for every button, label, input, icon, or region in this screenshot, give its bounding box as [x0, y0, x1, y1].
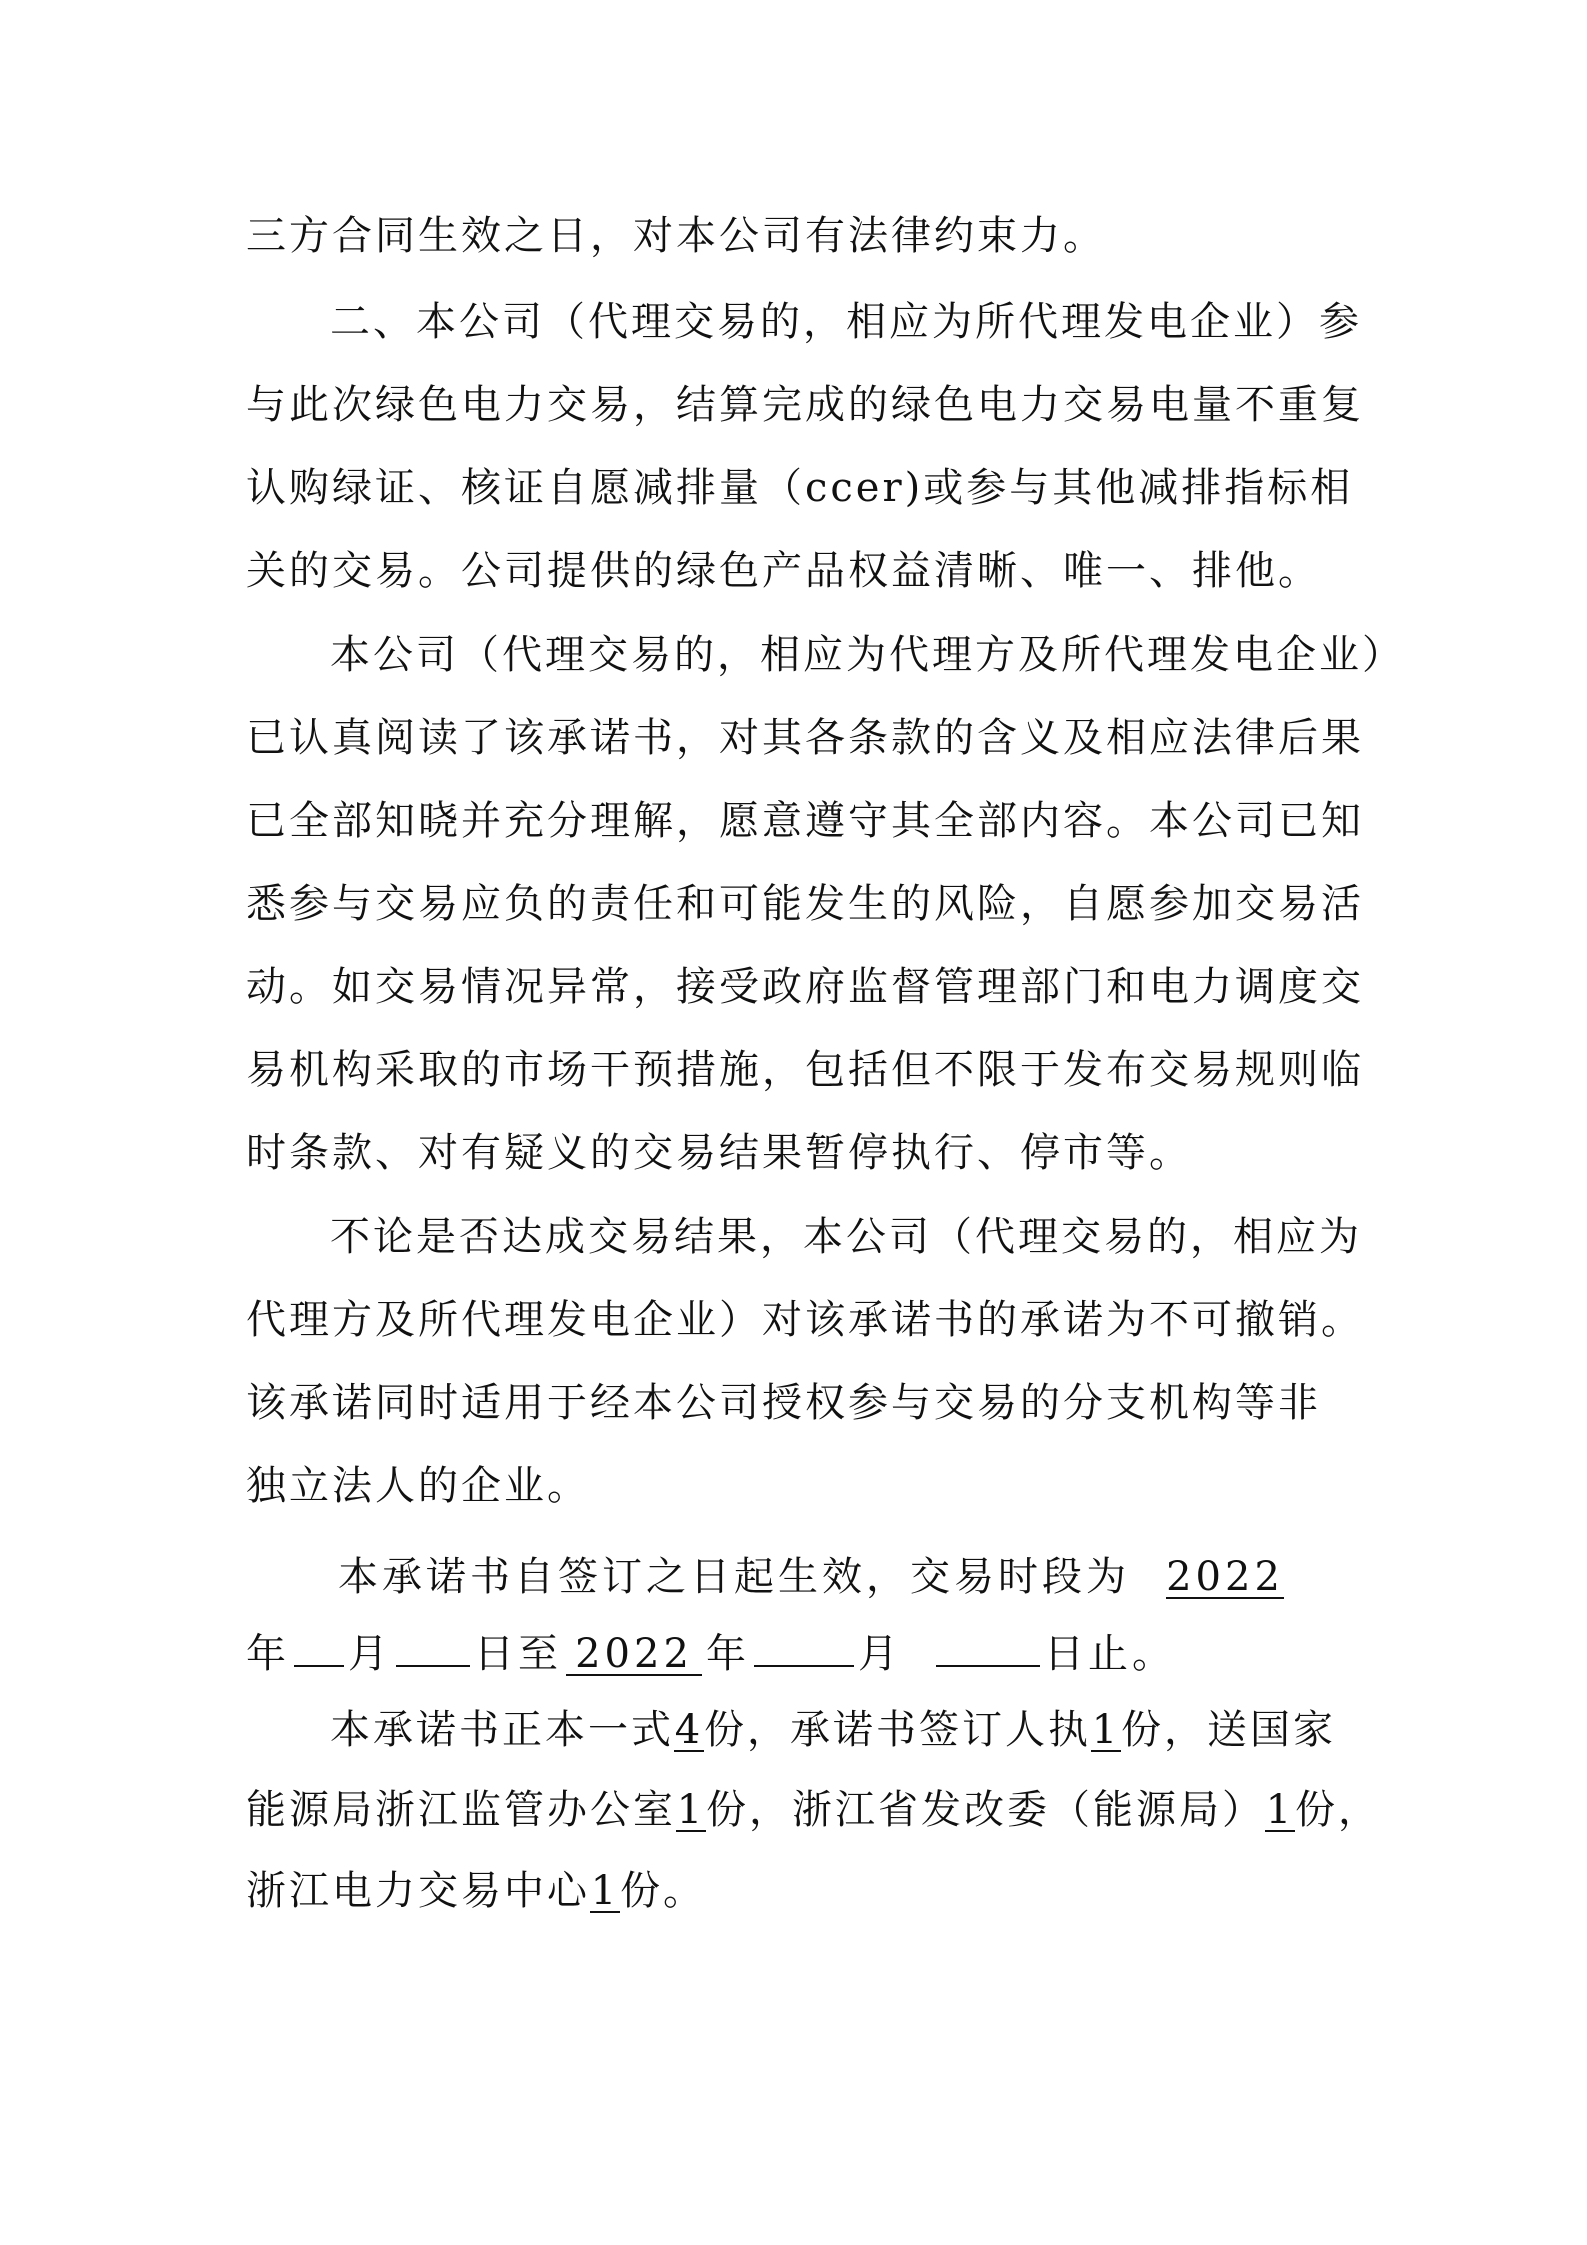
- copies-text: 浙江电力交易中心: [246, 1868, 590, 1914]
- copies-signer: 1: [1091, 1707, 1121, 1753]
- month-label: 月: [348, 1631, 392, 1677]
- day-blank-2: [936, 1625, 1040, 1667]
- copies-total: 4: [674, 1707, 704, 1753]
- text-line: 三方合同生效之日，对本公司有法律约束力。: [246, 213, 1106, 259]
- copies-text: 份。: [620, 1868, 706, 1914]
- period-line-2: [246, 1624, 1350, 1684]
- copies-ndrc: 1: [1265, 1787, 1295, 1833]
- copies-text: 本承诺书正本一式: [330, 1707, 674, 1753]
- period-line: [338, 1547, 1350, 1607]
- text-line: 已认真阅读了该承诺书，对其各条款的含义及相应法律后果: [246, 715, 1364, 761]
- copies-text: 份，送国家: [1121, 1707, 1336, 1753]
- text-line: 独立法人的企业。: [246, 1463, 590, 1509]
- period-text: 本承诺书自签订之日起生效，交易时段为: [338, 1554, 1130, 1600]
- day-to-label: 日至: [474, 1631, 562, 1677]
- copies-text: 能源局浙江监管办公室: [246, 1787, 676, 1833]
- text-line: 不论是否达成交易结果，本公司（代理交易的，相应为: [330, 1214, 1362, 1260]
- text-line: 与此次绿色电力交易，结算完成的绿色电力交易电量不重复: [246, 382, 1364, 428]
- copies-line: [330, 1700, 1350, 1760]
- text-line: 时条款、对有疑义的交易结果暂停执行、停市等。: [246, 1130, 1192, 1176]
- end-label: 日止。: [1044, 1631, 1176, 1677]
- copies-text: 份，: [1295, 1787, 1381, 1833]
- copies-text: 份，承诺书签订人执: [704, 1707, 1091, 1753]
- copies-text: 份，浙江省发改委（能源局）: [706, 1787, 1265, 1833]
- text-line: 二、本公司（代理交易的，相应为所代理发电企业）参: [330, 299, 1362, 345]
- copies-line-2: [246, 1780, 1381, 1840]
- text-line: 代理方及所代理发电企业）对该承诺书的承诺为不可撤销。: [246, 1297, 1364, 1343]
- year-label-2: 年: [706, 1631, 750, 1677]
- text-line: 关的交易。公司提供的绿色产品权益清晰、唯一、排他。: [246, 548, 1321, 594]
- text-line: 动。如交易情况异常，接受政府监督管理部门和电力调度交: [246, 964, 1364, 1010]
- text-line: 易机构采取的市场干预措施，包括但不限于发布交易规则临: [246, 1047, 1364, 1093]
- copies-line-3: [246, 1861, 1350, 1921]
- start-year: 2022: [1166, 1554, 1284, 1600]
- month-blank-2: [754, 1625, 854, 1667]
- copies-center: 1: [590, 1868, 620, 1914]
- text-line: 该承诺同时适用于经本公司授权参与交易的分支机构等非: [246, 1380, 1321, 1426]
- text-line: 认购绿证、核证自愿减排量（ccer)或参与其他减排指标相: [246, 465, 1354, 511]
- day-blank: [396, 1625, 470, 1667]
- month-blank: [294, 1625, 344, 1667]
- text-line: 悉参与交易应负的责任和可能发生的风险，自愿参加交易活: [246, 881, 1364, 927]
- year-label: 年: [246, 1631, 290, 1677]
- text-line: 本公司（代理交易的，相应为代理方及所代理发电企业）: [330, 632, 1405, 678]
- end-year: 2022: [566, 1634, 702, 1676]
- month-label-2: 月: [858, 1631, 902, 1677]
- text-line: 已全部知晓并充分理解，愿意遵守其全部内容。本公司已知: [246, 798, 1364, 844]
- copies-office: 1: [676, 1787, 706, 1833]
